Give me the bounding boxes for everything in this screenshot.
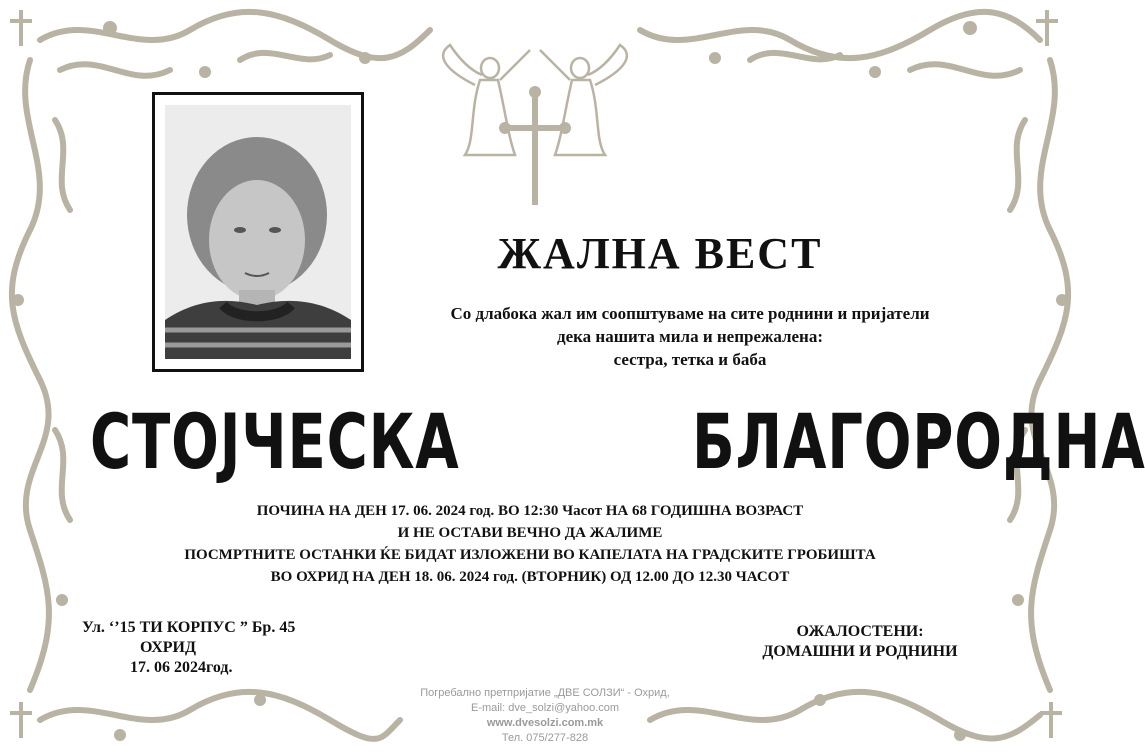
details-line: ВО ОХРИД НА ДЕН 18. 06. 2024 год. (ВТОРНИК) ОД 12.00 ДО 12.30 ЧАСОТ	[270, 569, 790, 585]
intro-line: Со длабока жал им соопштуваме на сите роднини и пријатели	[450, 304, 930, 323]
funeral-details	[100, 500, 960, 588]
orthodox-cross-icon	[1032, 8, 1062, 48]
deceased-name	[90, 392, 1145, 492]
deceased-given-name: БЛАГОРОДНА	[691, 397, 1145, 487]
portrait-frame	[152, 92, 364, 372]
intro-text	[380, 302, 1000, 371]
mourners-block	[730, 622, 990, 662]
company-name: Погребално претпријатие „ДВЕ СОЛЗИ“ - Охрид,	[420, 687, 670, 699]
intro-line: дека нашита мила и непрежалена:	[556, 327, 824, 346]
company-website: www.dvesolzi.com.mk	[486, 717, 604, 729]
company-email: E-mail: dve_solzi@yahoo.com	[470, 702, 620, 714]
heading: ЖАЛНА ВЕСТ	[497, 229, 823, 278]
address-block	[82, 618, 332, 678]
address-street: Ул. ‘’15 ТИ КОРПУС ” Бр. 45	[82, 619, 296, 636]
portrait-photo	[165, 105, 351, 359]
angels-with-cross-icon	[430, 30, 640, 210]
details-line: ПОСМРТНИТЕ ОСТАНКИ ЌЕ БИДАТ ИЗЛОЖЕНИ ВО КАПЕЛАТА НА ГРАДСКИТЕ ГРОБИШТА	[184, 547, 876, 563]
address-city: ОХРИД	[140, 639, 196, 656]
company-phone: Тел. 075/277-828	[501, 732, 589, 744]
orthodox-cross-icon	[6, 8, 36, 48]
intro-line: сестра, тетка и баба	[613, 350, 767, 369]
orthodox-cross-icon	[6, 700, 36, 740]
details-line: И НЕ ОСТАВИ ВЕЧНО ДА ЖАЛИМЕ	[397, 525, 663, 541]
orthodox-cross-icon	[1036, 700, 1066, 740]
funeral-company-footer	[380, 686, 710, 746]
deceased-surname: СТОЈЧЕСКА	[90, 397, 460, 487]
address-date: 17. 06 2024год.	[130, 659, 233, 676]
mourners-value: ДОМАШНИ И РОДНИНИ	[762, 643, 958, 660]
details-line: ПОЧИНА НА ДЕН 17. 06. 2024 год. ВО 12:30 Часот НА 68 ГОДИШНА ВОЗРАСТ	[256, 503, 804, 519]
mourners-label: ОЖАЛОСТЕНИ:	[796, 623, 924, 640]
